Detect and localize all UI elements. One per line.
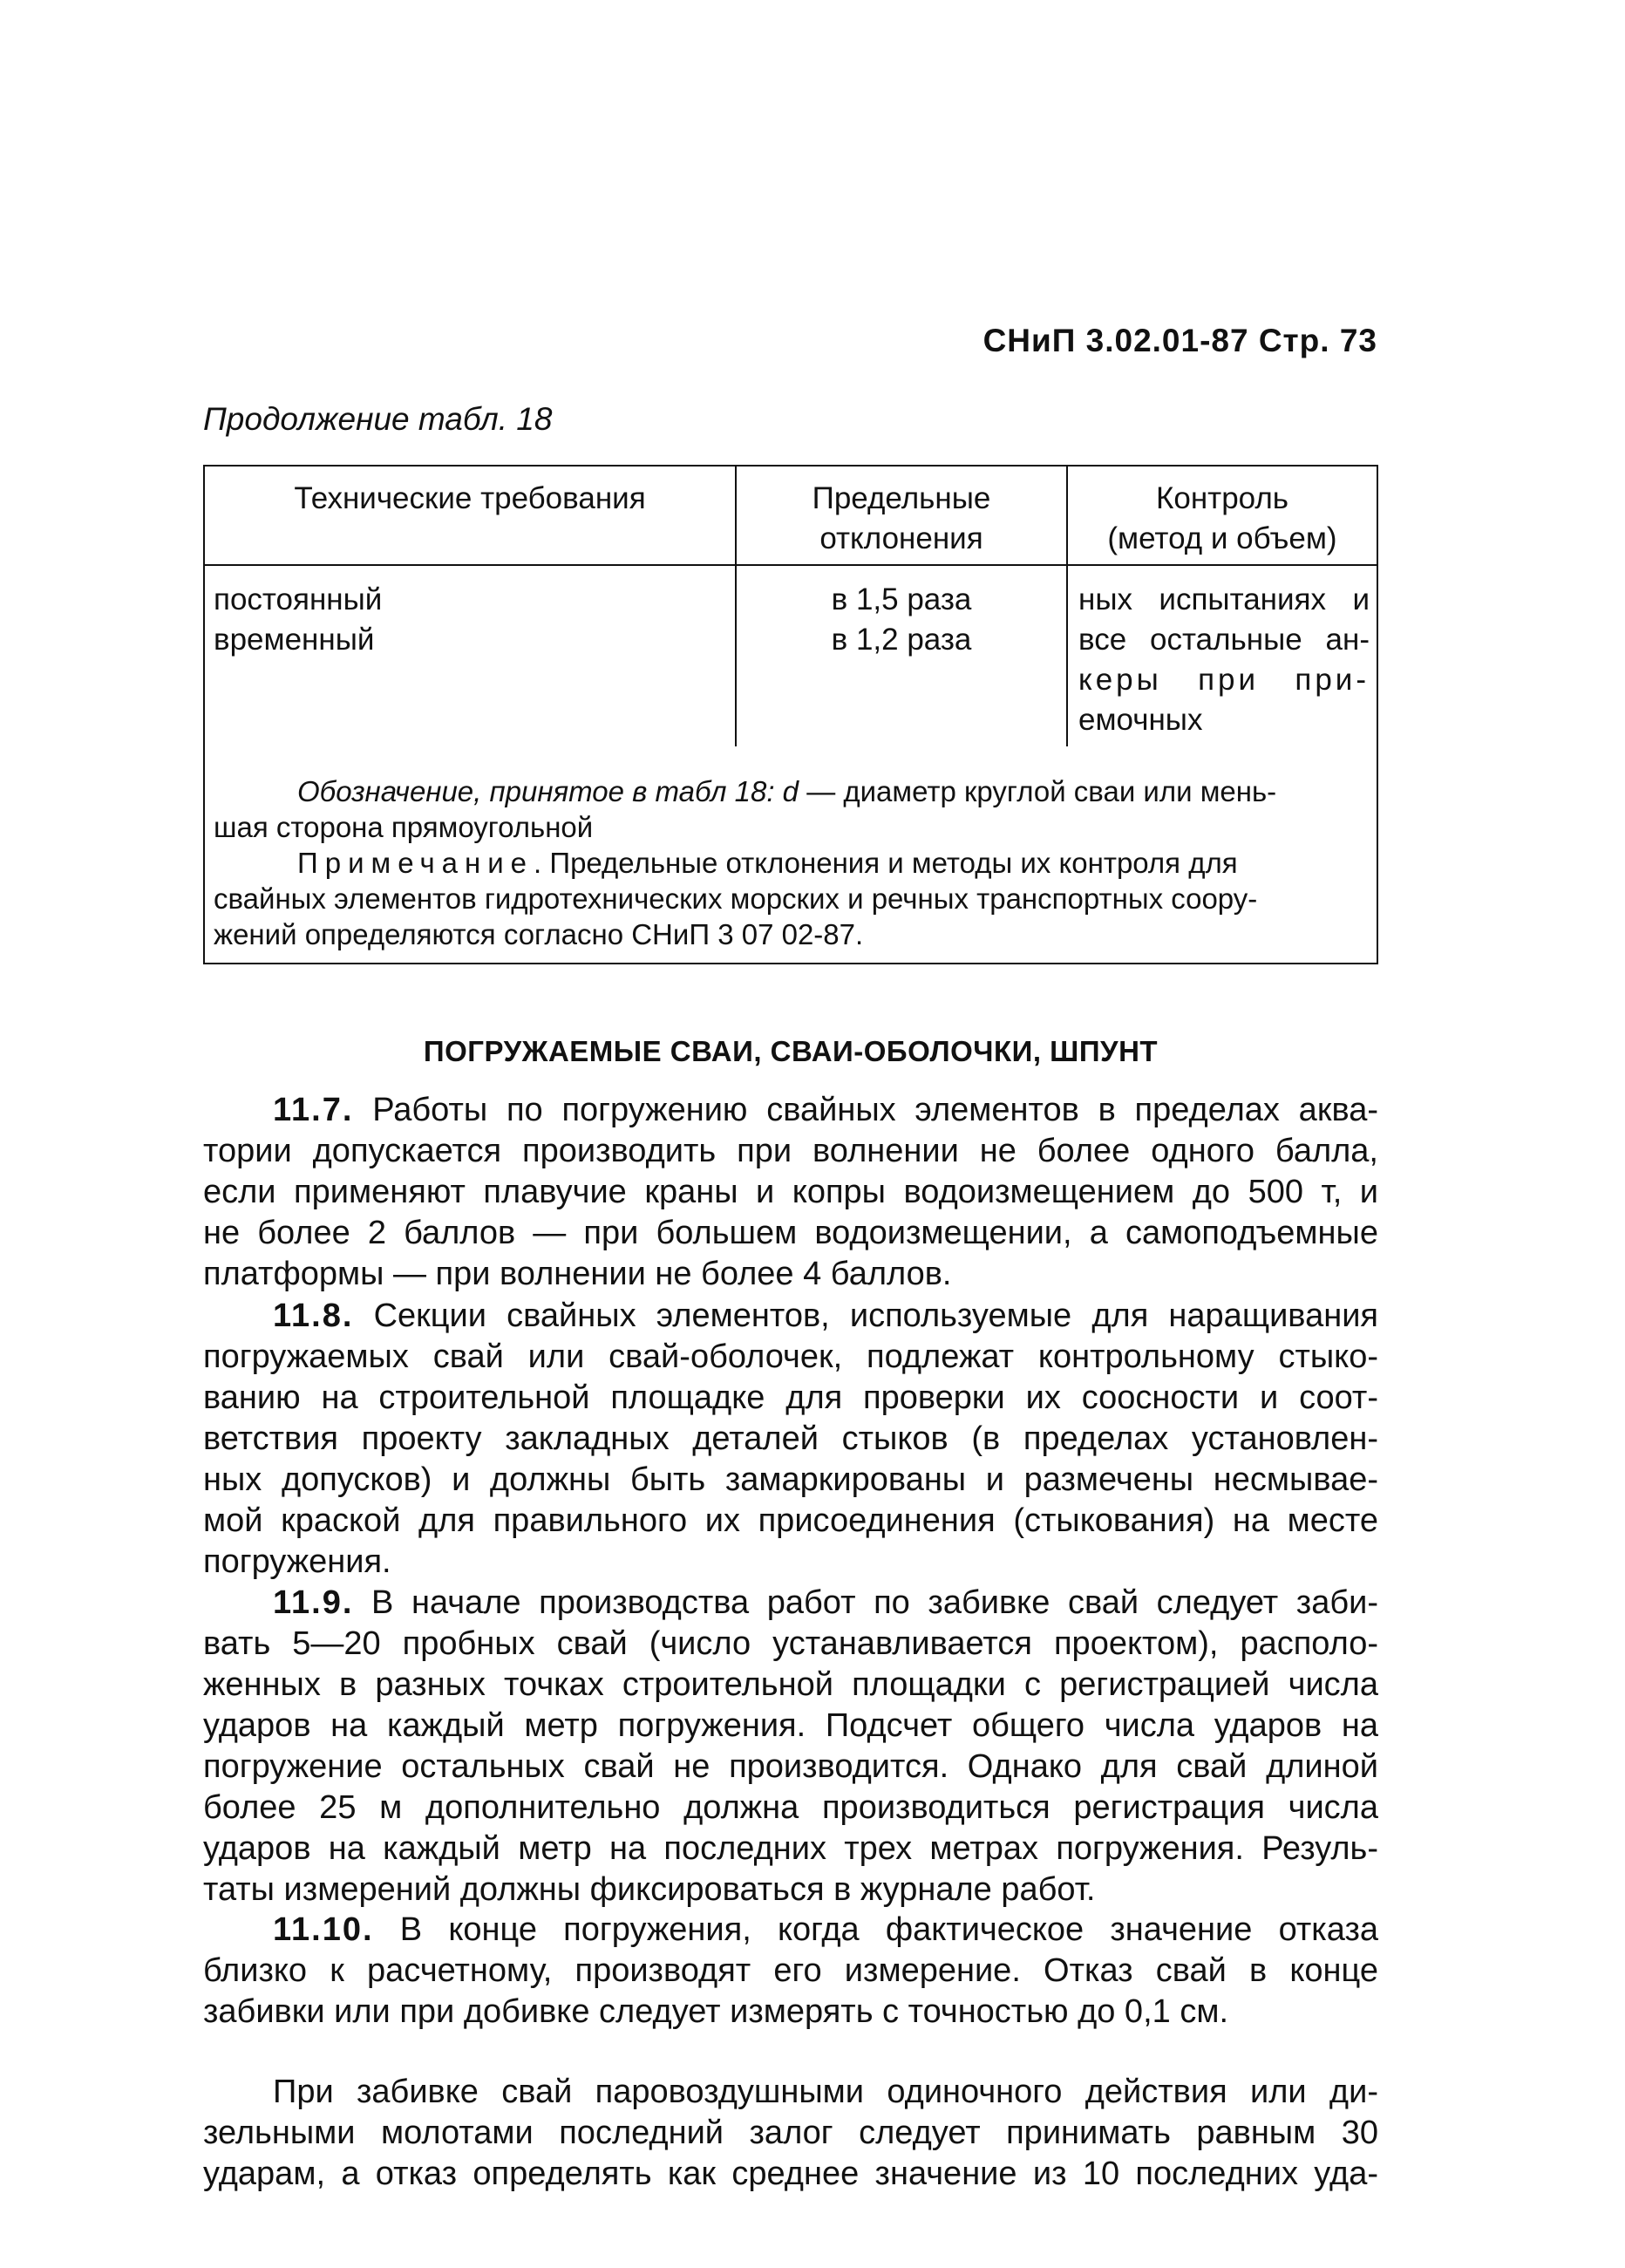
p117-line-1 <box>203 1090 1378 1131</box>
footnote-note-text1: . Предельные отклонения и методы их контроля для <box>534 847 1238 879</box>
table-cell-deviations <box>737 580 1066 660</box>
page-header-code: СНиП 3.02.01-87 Стр. 73 <box>982 323 1377 358</box>
p118-line-6: мой краской для правильного их присоединения (стыкования) на месте <box>203 1502 1378 1539</box>
cell-ctrl-line2: все остальные ан- <box>1078 623 1370 657</box>
p1110-line-1 <box>203 1910 1378 1951</box>
p118-line-7: погружения. <box>203 1543 391 1580</box>
p1110-line-1-text: В конце погружения, когда фактическое значение отказа <box>373 1911 1378 1948</box>
p119-line-2: вать 5—20 пробных свай (число устанавливается проектом), располо- <box>203 1625 1378 1662</box>
cell-ctrl-line3: керы при при- <box>1078 663 1370 697</box>
p117-line-2: тории допускается производить при волнении не более одного балла, <box>203 1133 1378 1169</box>
p119-line-5: погружение остальных свай не производится. Однако для свай длиной <box>203 1748 1378 1785</box>
p117-number: 11.7. <box>273 1092 354 1128</box>
p118-line-4: ветствия проекту закладных деталей стыков (в пределах установлен- <box>203 1420 1378 1457</box>
p117-line-5: платформы — при волнении не более 4 баллов. <box>203 1256 952 1292</box>
header-deviations-line2: отклонения <box>819 521 983 555</box>
p118-line-5: ных допусков) и должны быть замаркированы и размечены несмывае- <box>203 1461 1378 1498</box>
p1110-line-3: забивки или при добивке следует измерять с точностью до 0,1 см. <box>203 1993 1228 2030</box>
plast-line-3: ударам, а отказ определять как среднее значение из 10 последних уда- <box>203 2156 1378 2192</box>
paragraph-11-10 <box>203 1910 1378 2033</box>
p119-line-6: более 25 м дополнительно должна производиться регистрация числа <box>203 1789 1378 1826</box>
table-header-requirements: Технические требования <box>294 481 646 515</box>
p117-line-4: не более 2 баллов — при большем водоизмещении, а самоподъемные <box>203 1215 1378 1251</box>
p118-number: 11.8. <box>273 1297 354 1334</box>
p117-line-3: если применяют плавучие краны и копры водоизмещением до 500 т, и <box>203 1174 1378 1210</box>
paragraph-11-9 <box>203 1583 1378 1910</box>
p118-line-3: ванию на строительной площадке для проверки их соосности и соот- <box>203 1379 1378 1416</box>
table-footnote <box>214 773 1370 952</box>
cell-dev-line1: в 1,5 раза <box>831 582 972 616</box>
p118-line-1 <box>203 1296 1378 1337</box>
p119-line-8: таты измерений должны фиксироваться в журнале работ. <box>203 1871 1096 1908</box>
p119-line-1 <box>203 1583 1378 1624</box>
footnote-designation-line2: шая сторона прямоугольной <box>214 811 594 843</box>
footnote-note-line2: свайных элементов гидротехнических морских и речных транспортных соору- <box>214 882 1258 915</box>
table-header-control <box>1068 479 1377 559</box>
cell-dev-line2: в 1,2 раза <box>831 623 972 657</box>
p117-line-1-text: Работы по погружению свайных элементов в пределах аква- <box>353 1092 1378 1128</box>
p1110-number: 11.10. <box>273 1911 374 1948</box>
header-deviations-line1: Предельные <box>812 481 991 515</box>
table-header-divider <box>205 564 1377 566</box>
paragraph-11-7 <box>203 1090 1378 1295</box>
table-caption: Продолжение табл. 18 <box>203 401 553 437</box>
paragraph-11-8 <box>203 1296 1378 1583</box>
plast-line-2: зельными молотами последний залог следует принимать равным 30 <box>203 2115 1378 2151</box>
cell-req-line1: постоянный <box>214 582 383 616</box>
footnote-designation-rest: — диаметр круглой сваи или мень- <box>799 775 1277 807</box>
cell-ctrl-line1: ных испытаниях и <box>1078 582 1370 616</box>
table-18-continuation <box>203 465 1378 964</box>
table-cell-requirements <box>214 580 728 660</box>
footnote-designation-italic: Обозначение, принятое в табл 18: d <box>297 775 799 807</box>
p119-number: 11.9. <box>273 1584 354 1621</box>
table-header-deviations <box>737 479 1066 559</box>
header-control-line1: Контроль <box>1155 481 1289 515</box>
paragraph-continuation <box>203 2072 1378 2195</box>
p118-line-1-text: Секции свайных элементов, используемые для наращивания <box>353 1297 1378 1334</box>
plast-line-1: При забивке свай паровоздушными одиночного действия или ди- <box>273 2074 1378 2110</box>
p119-line-7: ударов на каждый метр на последних трех метрах погружения. Резуль- <box>203 1830 1378 1867</box>
table-cell-control <box>1078 580 1370 740</box>
header-control-line2: (метод и объем) <box>1107 521 1337 555</box>
section-title: ПОГРУЖАЕМЫЕ СВАИ, СВАИ-ОБОЛОЧКИ, ШПУНТ <box>423 1035 1159 1067</box>
p119-line-3: женных в разных точках строительной площадки с регистрацией числа <box>203 1666 1378 1703</box>
footnote-note-line3: жений определяются согласно СНиП 3 07 02-87. <box>214 918 864 950</box>
footnote-designation-line1 <box>214 773 1370 809</box>
p1110-line-2: близко к расчетному, производят его измерение. Отказ свай в конце <box>203 1952 1378 1989</box>
p119-line-4: ударов на каждый метр погружения. Подсчет общего числа ударов на <box>203 1707 1378 1744</box>
footnote-note-line1 <box>214 845 1370 881</box>
p118-line-2: погружаемых свай или свай-оболочек, подлежат контрольному стыко- <box>203 1338 1378 1375</box>
cell-ctrl-line4: емочных <box>1078 703 1203 737</box>
footnote-note-label: Примечание <box>297 847 534 879</box>
p119-line-1-text: В начале производства работ по забивке свай следует заби- <box>353 1584 1378 1621</box>
cell-req-line2: временный <box>214 623 375 657</box>
